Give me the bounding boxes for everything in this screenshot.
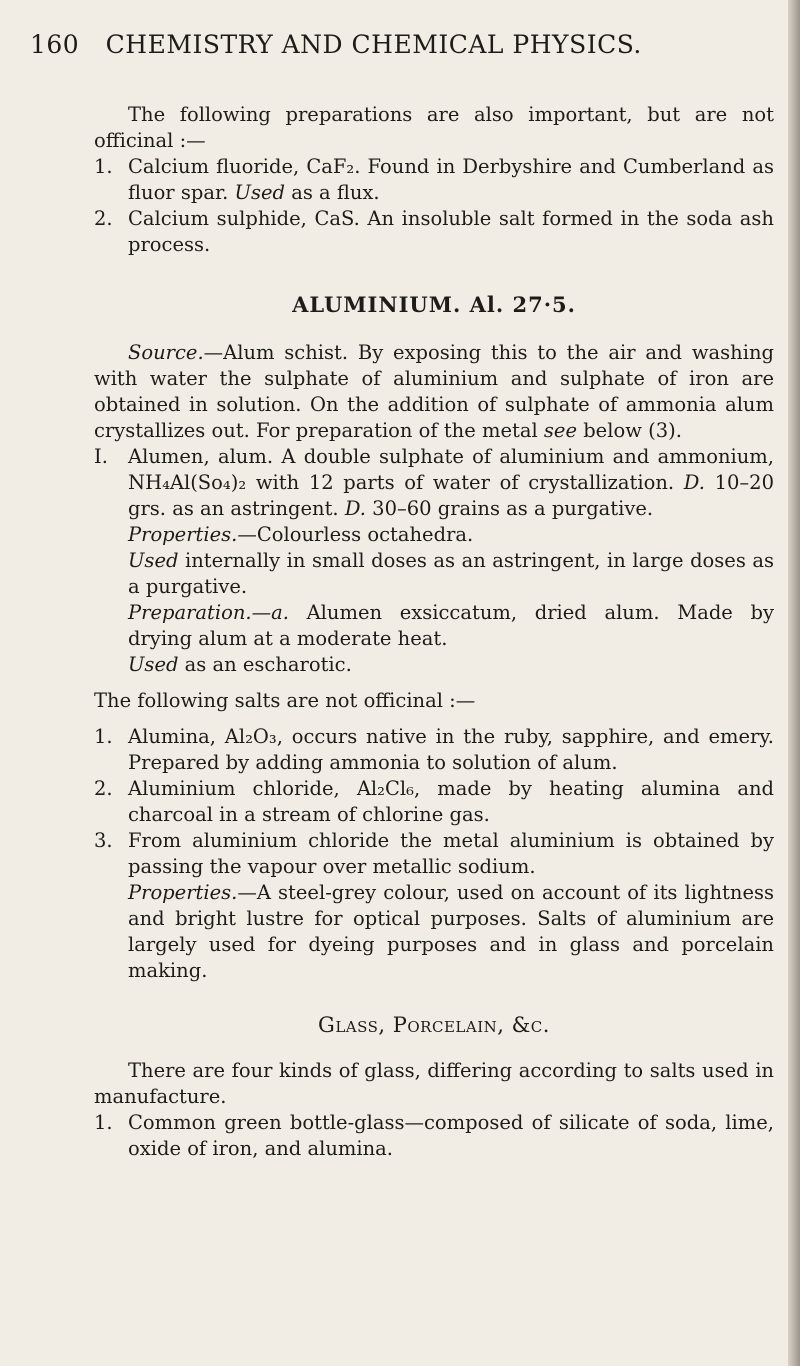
source-paragraph: Source.—Alum schist. By exposing this to the air and washing with water the sulphate of aluminium and sulphate of iron are obtained in solution. On the addition of sulphate of ammonia alum crystallizes out. For preparation of the metal see below (3). bbox=[94, 341, 774, 442]
alumen-used-escharotic: Used as an escharotic. bbox=[128, 653, 352, 676]
list-item bbox=[94, 1110, 774, 1162]
list-item bbox=[94, 154, 774, 206]
section-heading-aluminium: ALUMINIUM. Al. 27·5. bbox=[292, 292, 576, 317]
alumen-entry bbox=[94, 444, 774, 522]
metal-properties: Properties.—A steel-grey colour, used on account of its lightness and bright lustre for optical purposes. Salts of aluminium are largely used for dyeing purposes and in glass and porcelain making. bbox=[128, 881, 774, 982]
glass-intro-paragraph: There are four kinds of glass, differing according to salts used in manufacture. bbox=[94, 1059, 774, 1108]
not-officinal-paragraph: The following salts are not officinal :— bbox=[94, 689, 476, 712]
list-item bbox=[94, 206, 774, 258]
item-text: Alumina, Al₂O₃, occurs native in the ruby, sapphire, and emery. Prepared by adding ammonia to solution of alum. bbox=[128, 725, 774, 774]
page-edge-shadow bbox=[788, 0, 800, 1366]
item-number: 1. bbox=[94, 155, 113, 178]
list-item bbox=[94, 828, 774, 880]
alumen-preparation: Preparation.—a. Alumen exsiccatum, dried alum. Made by drying alum at a moderate heat. bbox=[128, 601, 774, 650]
item-text: Common green bottle-glass—composed of silicate of soda, lime, oxide of iron, and alumina. bbox=[128, 1111, 774, 1160]
item-text: From aluminium chloride the metal aluminium is obtained by passing the vapour over metallic sodium. bbox=[128, 829, 774, 878]
page-body bbox=[94, 102, 774, 1162]
list-item bbox=[94, 724, 774, 776]
item-number: I. bbox=[94, 445, 108, 468]
running-title: CHEMISTRY AND CHEMICAL PHYSICS. bbox=[105, 30, 642, 59]
list-item bbox=[94, 776, 774, 828]
page-number: 160 bbox=[30, 30, 80, 59]
section-heading-glass: Glass, Porcelain, &c. bbox=[318, 1013, 550, 1037]
running-header bbox=[30, 30, 730, 59]
intro-paragraph: The following preparations are also important, but are not officinal :— bbox=[94, 103, 774, 152]
item-number: 1. bbox=[94, 725, 113, 748]
item-number: 2. bbox=[94, 207, 113, 230]
item-text: Calcium fluoride, CaF₂. Found in Derbyshire and Cumberland as fluor spar. Used as a flux. bbox=[128, 155, 774, 204]
item-number: 3. bbox=[94, 829, 113, 852]
item-number: 2. bbox=[94, 777, 113, 800]
item-number: 1. bbox=[94, 1111, 113, 1134]
item-text: Calcium sulphide, CaS. An insoluble salt formed in the soda ash process. bbox=[128, 207, 774, 256]
item-text: Aluminium chloride, Al₂Cl₆, made by heating alumina and charcoal in a stream of chlorine gas. bbox=[128, 777, 774, 826]
item-text: Alumen, alum. A double sulphate of aluminium and ammonium, NH₄Al(So₄)₂ with 12 parts of water of crystallization. D. 10–20 grs. as an astringent. D. 30–60 grains as a purgative. bbox=[128, 445, 774, 520]
alumen-properties: Properties.—Colourless octahedra. bbox=[128, 523, 474, 546]
alumen-used: Used internally in small doses as an astringent, in large doses as a purgative. bbox=[128, 549, 774, 598]
